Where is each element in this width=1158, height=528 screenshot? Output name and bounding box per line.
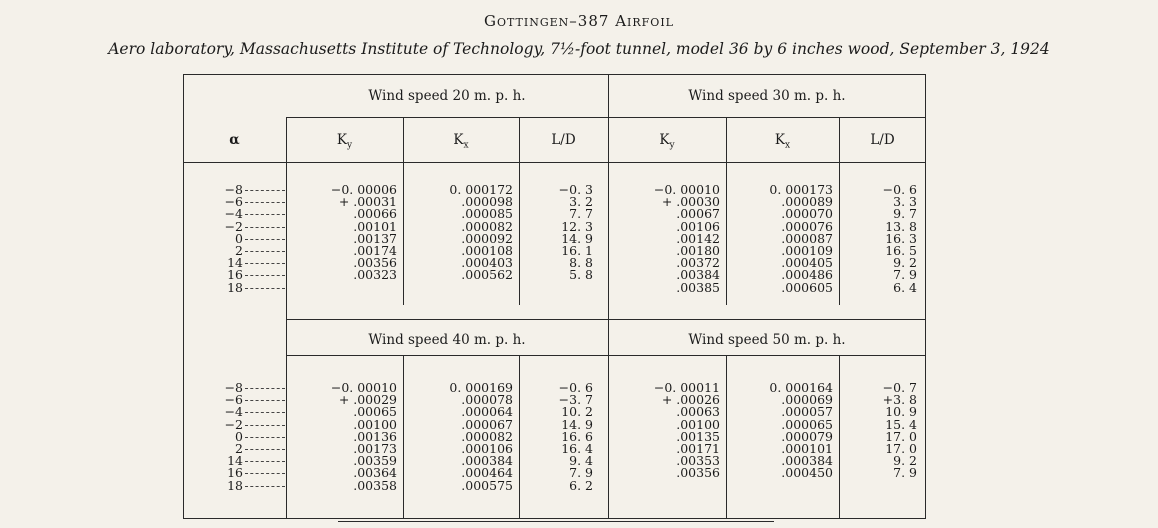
ky-value: .00100: [353, 416, 397, 432]
kx-value: .000575: [461, 477, 513, 493]
alpha-value: −4: [224, 404, 243, 420]
kx-value: .000109: [781, 243, 833, 258]
alpha-value: −6: [224, 392, 243, 408]
kx-value: .000384: [461, 453, 513, 469]
kx-value: .000384: [781, 453, 833, 469]
ky-value: .00384: [676, 267, 720, 283]
kx-value: .000065: [781, 416, 833, 432]
kx-value: .000101: [781, 441, 833, 456]
kx-value: 0. 000172: [449, 182, 513, 197]
ld-value: 6. 2: [569, 477, 593, 493]
ky-value: .00385: [676, 279, 720, 295]
alpha-value: 16: [227, 465, 243, 481]
hsep-block2-speed: [286, 355, 926, 356]
ld-value: 16. 1: [561, 243, 593, 258]
ky-value: −0. 00010: [330, 380, 397, 395]
kx-value: .000069: [781, 392, 833, 408]
kx-value: .000070: [781, 206, 833, 222]
col-sep-kx50: [839, 355, 840, 519]
kx-value: .000089: [781, 194, 833, 210]
ld-value: 7. 7: [569, 206, 593, 222]
ld-value: 5. 8: [569, 267, 593, 283]
ky-value: .00359: [353, 453, 397, 469]
ky-value: .00135: [676, 428, 720, 444]
ky-value: .00067: [676, 206, 720, 222]
ld-value: −3. 7: [558, 392, 593, 408]
alpha-leader-dots: [245, 214, 285, 215]
ld-value: +3. 8: [882, 392, 917, 408]
ky-value: .00101: [353, 218, 397, 234]
ky-value: + .00029: [338, 392, 397, 408]
kx-value: .000082: [461, 428, 513, 444]
kx-value: .000562: [461, 267, 513, 283]
alpha-value: 0: [235, 428, 243, 444]
ld-value: −0. 6: [558, 380, 593, 395]
alpha-leader-dots: [245, 449, 285, 450]
alpha-leader-dots: [245, 437, 285, 438]
data-table: [183, 74, 926, 519]
ld-value: 16. 4: [561, 441, 593, 456]
kx-value: .000064: [461, 404, 513, 420]
alpha-value: 18: [227, 279, 243, 295]
ld-value: −0. 7: [882, 380, 917, 395]
alpha-leader-dots: [245, 288, 285, 289]
kx-value: .000082: [461, 218, 513, 234]
alpha-leader-dots: [245, 251, 285, 252]
hsep-speed: [286, 117, 926, 118]
alpha-value: −2: [224, 218, 243, 234]
alpha-leader-dots: [245, 227, 285, 228]
kx-value: .000057: [781, 404, 833, 420]
alpha-leader-dots: [245, 202, 285, 203]
ld-value: 9. 2: [893, 453, 917, 469]
kx-value: .000450: [781, 465, 833, 481]
kx-value: .000067: [461, 416, 513, 432]
col-sep-ky40: [403, 355, 404, 519]
ld-value: 9. 4: [569, 453, 593, 469]
col-sep-alpha: [286, 117, 287, 519]
ld-value: 16. 5: [885, 243, 917, 258]
alpha-leader-dots: [245, 275, 285, 276]
table-border-top: [183, 74, 926, 75]
wind-speed-50-label: Wind speed 50 m. p. h.: [688, 332, 846, 348]
alpha-leader-dots: [245, 486, 285, 487]
alpha-leader-dots: [245, 239, 285, 240]
alpha-value: −6: [224, 194, 243, 210]
ld-value: 13. 8: [885, 218, 917, 234]
ld-value: 15. 4: [885, 416, 917, 432]
ld-value: 17. 0: [885, 428, 917, 444]
ld-header-30: L/D: [870, 132, 895, 148]
ky-value: .00364: [353, 465, 397, 481]
ky-value: .00065: [353, 404, 397, 420]
ky-value: .00174: [353, 243, 397, 258]
ld-value: 3. 2: [569, 194, 593, 210]
ld-value: 16. 6: [561, 428, 593, 444]
ld-value: 7. 9: [893, 465, 917, 481]
kx-value: .000076: [781, 218, 833, 234]
alpha-value: −2: [224, 416, 243, 432]
alpha-leader-dots: [245, 400, 285, 401]
alpha-value: 18: [227, 477, 243, 493]
ky-header-20: $K_y$: [336, 132, 353, 151]
kx-value: .000403: [461, 255, 513, 271]
alpha-header: α: [229, 132, 240, 148]
alpha-leader-dots: [245, 388, 285, 389]
ld-value: −0. 3: [558, 182, 593, 197]
ky-value: .00358: [353, 477, 397, 493]
kx-value: .000464: [461, 465, 513, 481]
ky-value: .00372: [676, 255, 720, 271]
ky-value: .00323: [353, 267, 397, 283]
ld-value: 9. 2: [893, 255, 917, 271]
col-sep-kx40: [519, 355, 520, 519]
hsep-header: [183, 162, 926, 163]
ky-value: .00137: [353, 230, 397, 246]
ky-value: −0. 00006: [330, 182, 397, 197]
kx-value: .000108: [461, 243, 513, 258]
ld-value: 7. 9: [893, 267, 917, 283]
ld-value: −0. 6: [882, 182, 917, 197]
ky-value: .00180: [676, 243, 720, 258]
ky-value: .00136: [353, 428, 397, 444]
kx-value: 0. 000169: [449, 380, 513, 395]
col-sep-ky50: [726, 355, 727, 519]
ky-value: + .00030: [661, 194, 720, 210]
alpha-value: −8: [224, 380, 243, 395]
ld-value: 10. 2: [561, 404, 593, 420]
alpha-leader-dots: [245, 461, 285, 462]
alpha-leader-dots: [245, 190, 285, 191]
ld-header-20: L/D: [551, 132, 576, 148]
alpha-value: 16: [227, 267, 243, 283]
kx-value: .000106: [461, 441, 513, 456]
kx-value: .000486: [781, 267, 833, 283]
ld-value: 14. 9: [561, 230, 593, 246]
ky-value: −0. 00011: [653, 380, 720, 395]
ky-value: + .00031: [338, 194, 397, 210]
ld-value: 6. 4: [893, 279, 917, 295]
kx-value: .000078: [461, 392, 513, 408]
ky-value: .00066: [353, 206, 397, 222]
alpha-value: 14: [227, 255, 243, 271]
ky-value: .00173: [353, 441, 397, 456]
alpha-value: −4: [224, 206, 243, 222]
kx-value: .000405: [781, 255, 833, 271]
kx-value: .000092: [461, 230, 513, 246]
ld-value: 10. 9: [885, 404, 917, 420]
table-border-bottom: [183, 518, 926, 519]
ky-value: .00353: [676, 453, 720, 469]
hsep-block2-top: [286, 319, 926, 320]
wind-speed-20-label: Wind speed 20 m. p. h.: [368, 88, 526, 104]
ky-value: .00100: [676, 416, 720, 432]
ky-value: .00063: [676, 404, 720, 420]
kx-value: 0. 000173: [769, 182, 833, 197]
alpha-value: 2: [235, 441, 243, 456]
ky-value: .00106: [676, 218, 720, 234]
kx-header-30: $K_x$: [774, 132, 791, 151]
alpha-value: 2: [235, 243, 243, 258]
alpha-value: −8: [224, 182, 243, 197]
ld-value: 8. 8: [569, 255, 593, 271]
page-subtitle: Aero laboratory, Massachusetts Institute of Technology, 7½-foot tunnel, model 36 by 6 inches wood, September 3, 1924: [108, 40, 1050, 58]
alpha-leader-dots: [245, 412, 285, 413]
wind-speed-30-label: Wind speed 30 m. p. h.: [688, 88, 846, 104]
ky-value: .00171: [676, 441, 720, 456]
ld-value: 9. 7: [893, 206, 917, 222]
kx-value: 0. 000164: [769, 380, 833, 395]
kx-value: .000098: [461, 194, 513, 210]
ky-value: .00142: [676, 230, 720, 246]
ld-value: 7. 9: [569, 465, 593, 481]
page-title: Gottingen–387 Airfoil: [484, 12, 674, 30]
ky-value: + .00026: [661, 392, 720, 408]
kx-value: .000087: [781, 230, 833, 246]
kx-value: .000605: [781, 279, 833, 295]
ky-value: .00356: [353, 255, 397, 271]
alpha-value: 0: [235, 230, 243, 246]
ld-value: 17. 0: [885, 441, 917, 456]
alpha-leader-dots: [245, 473, 285, 474]
kx-value: .000085: [461, 206, 513, 222]
ld-value: 3. 3: [893, 194, 917, 210]
ky-header-30: $K_y$: [659, 132, 675, 151]
ld-value: 16. 3: [885, 230, 917, 246]
kx-value: .000079: [781, 428, 833, 444]
ld-value: 12. 3: [561, 218, 593, 234]
alpha-leader-dots: [245, 425, 285, 426]
alpha-value: 14: [227, 453, 243, 469]
alpha-leader-dots: [245, 263, 285, 264]
ky-value: .00356: [676, 465, 720, 481]
wind-speed-40-label: Wind speed 40 m. p. h.: [368, 332, 526, 348]
kx-header-20: $K_x$: [453, 132, 469, 151]
ky-value: −0. 00010: [653, 182, 720, 197]
ld-value: 14. 9: [561, 416, 593, 432]
bottom-rule: [338, 521, 774, 522]
